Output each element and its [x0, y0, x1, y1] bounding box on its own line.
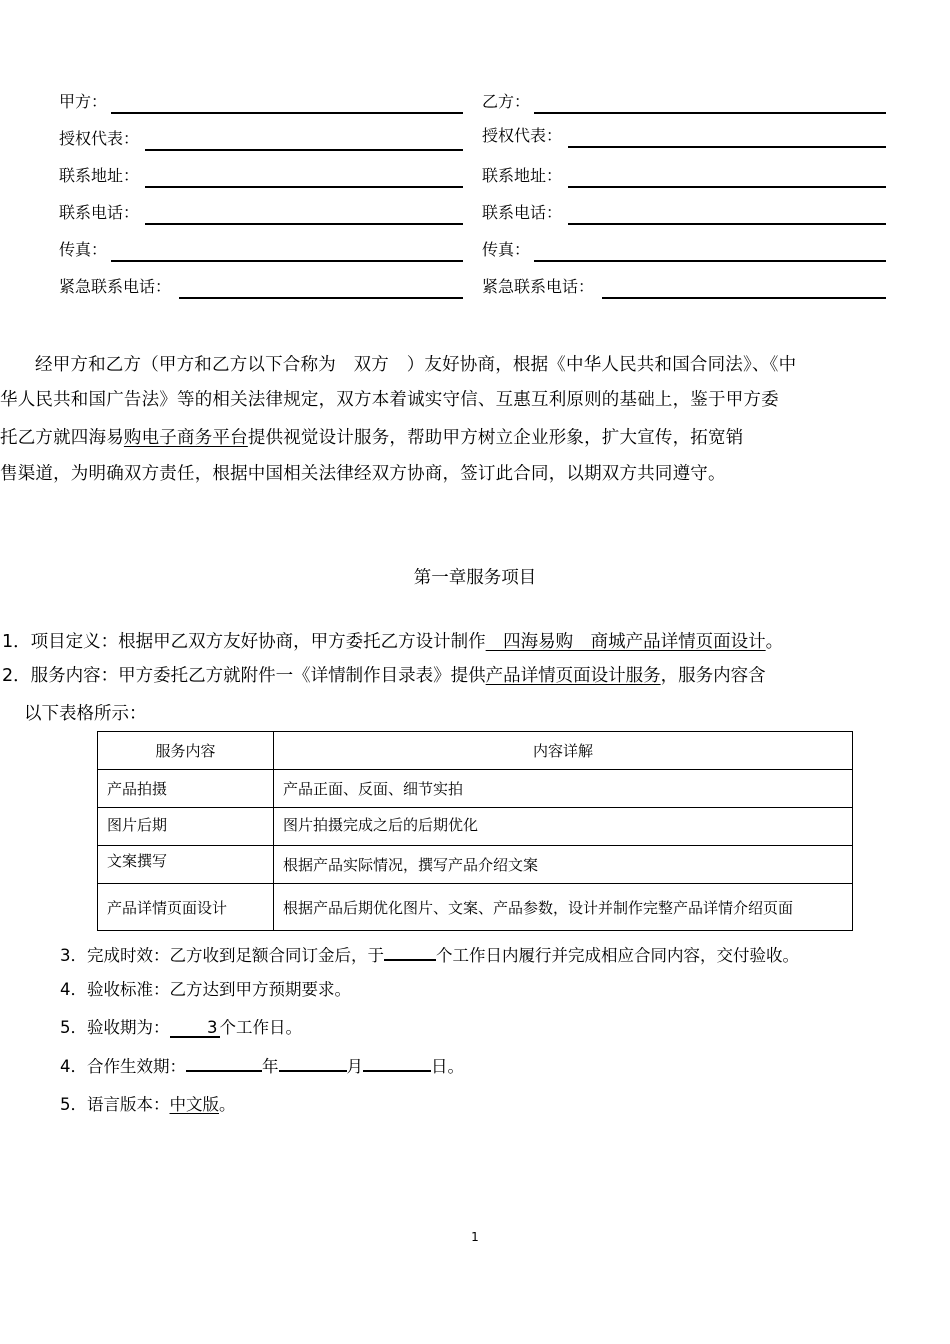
- item-2-continuation: 以下表格所示：: [24, 704, 147, 724]
- term-3: [60, 941, 799, 966]
- item-1-end: 。: [765, 632, 784, 652]
- effective-year-label: 年: [262, 1057, 279, 1076]
- party-a-rep-field[interactable]: [59, 127, 463, 151]
- table-row: [98, 884, 853, 931]
- party-a-phone-field[interactable]: [59, 201, 463, 225]
- term-3-text-b: 个工作日内履行并完成相应合同内容，交付验收。: [436, 946, 799, 965]
- party-b-rep-label: 授权代表：: [482, 126, 563, 145]
- page-number: 1: [471, 1230, 479, 1244]
- party-b-phone-field[interactable]: [482, 201, 886, 225]
- term-3-text-a: 完成时效：乙方收到足额合同订金后，于: [87, 946, 384, 965]
- term-5: [60, 1014, 302, 1038]
- party-b-line[interactable]: [534, 112, 886, 114]
- term-language: [60, 1091, 236, 1115]
- party-a-fax-field[interactable]: [59, 238, 463, 262]
- party-a-address-label: 联系地址：: [59, 166, 140, 185]
- cell-detail: 根据产品实际情况，撰写产品介绍文案: [274, 846, 853, 884]
- party-a-phone-label: 联系电话：: [59, 203, 140, 222]
- effective-month-blank[interactable]: [279, 1052, 347, 1072]
- item-2-service-name: 产品详情页面设计服务: [485, 666, 661, 686]
- party-a-rep-label: 授权代表：: [59, 129, 140, 148]
- intro-line-3-c: 提供视觉设计服务，帮助甲方树立企业形象，扩大宣传，拓宽销: [247, 428, 744, 448]
- header-service: 服务内容: [98, 732, 274, 770]
- party-a-fax-line[interactable]: [111, 260, 463, 262]
- cell-service: 产品拍摄: [98, 770, 274, 808]
- intro-line-4-text: 售渠道，为明确双方责任，根据中国相关法律经双方协商，签订此合同，以期双方共同遵守。: [0, 464, 726, 484]
- intro-line-3-a: 托乙方就四海易: [0, 428, 124, 448]
- party-b-rep-field[interactable]: [482, 124, 886, 148]
- party-a-emergency-line[interactable]: [179, 297, 463, 299]
- intro-line-4: [0, 460, 726, 485]
- party-b-fax-line[interactable]: [534, 260, 886, 262]
- intro-line-2-text: 华人民共和国广告法》等的相关法律规定，双方本着诚实守信、互惠互利原则的基础上，鉴于甲方委: [0, 390, 779, 410]
- table-row: [98, 770, 853, 808]
- cell-service: 图片后期: [98, 808, 274, 846]
- party-b-address-field[interactable]: [482, 164, 886, 188]
- party-a-rep-line[interactable]: [145, 149, 463, 151]
- party-a-phone-line[interactable]: [145, 223, 463, 225]
- party-a-field[interactable]: [59, 90, 463, 114]
- party-b-label: 乙方：: [482, 92, 531, 111]
- effective-month-label: 月: [346, 1057, 363, 1076]
- term-effective-text: 合作生效期：: [87, 1057, 186, 1076]
- item-1-number: 1．: [2, 632, 31, 652]
- table-row: [98, 846, 853, 884]
- effective-day-blank[interactable]: [363, 1052, 431, 1072]
- intro-line-3: [0, 424, 743, 449]
- party-a-address-line[interactable]: [145, 186, 463, 188]
- party-b-address-line[interactable]: [568, 186, 886, 188]
- party-b-rep-line[interactable]: [568, 146, 886, 148]
- intro-line-1: [35, 351, 796, 376]
- table-header-row: [98, 732, 853, 770]
- party-b-emergency-field[interactable]: [482, 275, 886, 299]
- item-2-text: 服务内容：甲方委托乙方就附件一《详情制作目录表》提供: [30, 666, 486, 686]
- cell-detail: 产品正面、反面、细节实拍: [274, 770, 853, 808]
- service-table: [97, 731, 853, 931]
- term-language-text: 语言版本：: [87, 1095, 170, 1114]
- intro-line-2: [0, 386, 779, 411]
- term-4-number: 4．: [60, 980, 87, 999]
- term-language-number: 5．: [60, 1095, 87, 1114]
- header-detail: 内容详解: [274, 732, 853, 770]
- term-language-value: 中文版: [169, 1095, 219, 1114]
- effective-day-label: 日。: [431, 1057, 464, 1076]
- cell-detail: 根据产品后期优化图片、文案、产品参数，设计并制作完整产品详情介绍页面: [274, 884, 853, 931]
- party-b-emergency-label: 紧急联系电话：: [482, 277, 595, 296]
- table-row: [98, 808, 853, 846]
- effective-year-blank[interactable]: [186, 1052, 262, 1072]
- party-b-field[interactable]: [482, 90, 886, 114]
- term-3-days-blank[interactable]: [384, 941, 436, 961]
- party-a-emergency-field[interactable]: [59, 275, 463, 299]
- intro-line-1-text: 经甲方和乙方（甲方和乙方以下合称为 双方 ）友好协商，根据《中华人民共和国合同法》、《中: [35, 355, 797, 375]
- item-1: [2, 628, 783, 653]
- party-a-line[interactable]: [111, 112, 463, 114]
- term-effective-number: 4．: [60, 1057, 87, 1076]
- cell-service: 文案撰写: [98, 846, 274, 884]
- intro-platform-name: 购电子商务平台: [123, 428, 248, 448]
- item-1-project-name: 四海易购 商城产品详情页面设计: [485, 632, 766, 652]
- party-a-address-field[interactable]: [59, 164, 463, 188]
- item-2: [2, 662, 766, 687]
- cell-detail: 图片拍摄完成之后的后期优化: [274, 808, 853, 846]
- party-b-fax-field[interactable]: [482, 238, 886, 262]
- term-5-number: 5．: [60, 1018, 87, 1037]
- term-effective-period: [60, 1052, 464, 1077]
- term-5-text-b: 个工作日。: [219, 1018, 302, 1037]
- party-b-fax-label: 传真：: [482, 240, 531, 259]
- party-a-emergency-label: 紧急联系电话：: [59, 277, 172, 296]
- term-4: [60, 976, 351, 1000]
- party-b-emergency-line[interactable]: [602, 297, 886, 299]
- party-b-address-label: 联系地址：: [482, 166, 563, 185]
- party-b-phone-line[interactable]: [568, 223, 886, 225]
- term-5-text-a: 验收期为：: [87, 1018, 170, 1037]
- party-a-fax-label: 传真：: [59, 240, 108, 259]
- term-3-number: 3．: [60, 946, 87, 965]
- party-b-phone-label: 联系电话：: [482, 203, 563, 222]
- cell-service: 产品详情页面设计: [98, 884, 274, 931]
- item-1-text: 项目定义：根据甲乙双方友好协商，甲方委托乙方设计制作: [30, 632, 486, 652]
- item-2-number: 2．: [2, 666, 31, 686]
- term-4-text: 验收标准：乙方达到甲方预期要求。: [87, 980, 351, 999]
- term-language-end: 。: [219, 1095, 236, 1114]
- chapter-title: 第一章服务项目: [413, 568, 537, 588]
- item-2-end: ，服务内容含: [660, 666, 766, 686]
- party-a-label: 甲方：: [59, 92, 108, 111]
- term-5-days-value[interactable]: 3: [170, 1018, 220, 1038]
